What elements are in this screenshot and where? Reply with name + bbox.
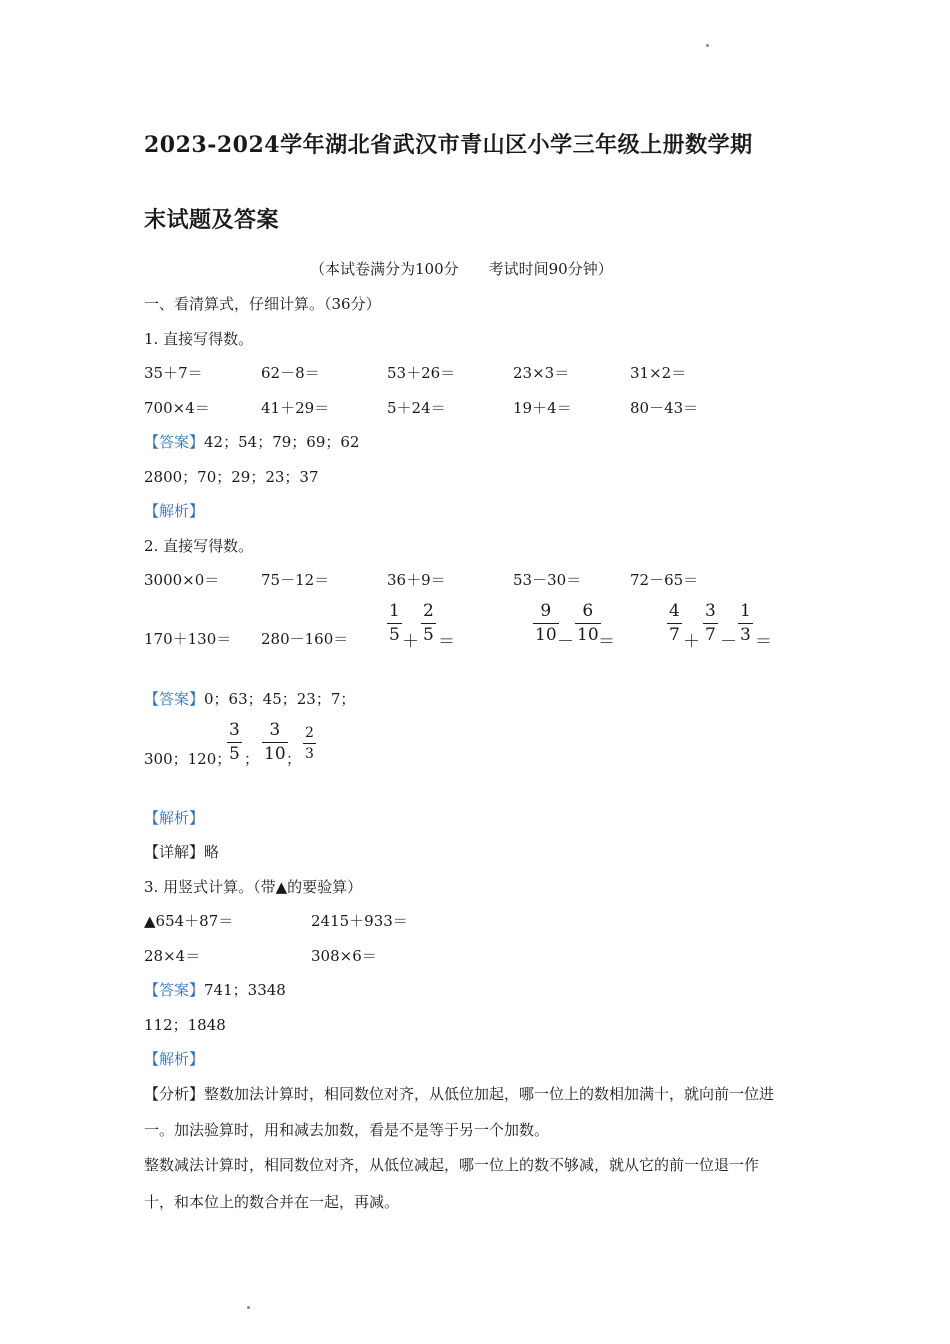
detail-text: 略 xyxy=(204,843,220,861)
operator: ＋ xyxy=(402,632,419,652)
q2-answer-line-1 xyxy=(144,688,355,709)
q2-item: 3000×0＝ xyxy=(144,571,220,589)
q1-answer-values: 42；54；79；69；62 xyxy=(204,433,360,451)
q1-title: 1. 直接写得数。 xyxy=(144,330,254,348)
q3-item: 308×6＝ xyxy=(311,947,377,965)
section-1-heading: 一、看清算式，仔细计算。（36分） xyxy=(144,295,381,313)
q1-item: 5＋24＝ xyxy=(387,399,446,417)
q2-item: 72－65＝ xyxy=(630,571,699,589)
q3-analysis-para1-line2: 一。加法验算时，用和减去加数，看是不是等于另一个加数。 xyxy=(144,1121,550,1139)
q3-analysis-para1-line1 xyxy=(144,1083,774,1104)
q1-answer-line-1 xyxy=(144,431,359,452)
denominator: 10 xyxy=(577,625,599,645)
q1-item: 700×4＝ xyxy=(144,399,210,417)
q3-answer-line-1 xyxy=(144,979,286,1000)
numerator: 4 xyxy=(669,601,680,621)
q3-analysis-tag: 【解析】 xyxy=(144,1050,205,1068)
equals-sign: ＝ xyxy=(755,632,772,652)
fraction xyxy=(575,603,601,644)
q3-answer-line-2: 112；1848 xyxy=(144,1016,226,1034)
header-dot xyxy=(706,44,709,47)
answer-fraction xyxy=(227,722,242,763)
q3-analysis-para2-line1: 整数减法计算时，相同数位对齐，从低位减起，哪一位上的数不够减，就从它的前一位退一作 xyxy=(144,1156,760,1174)
q1-item: 41＋29＝ xyxy=(261,399,330,417)
answer-tag: 【答案】 xyxy=(144,433,205,451)
analysis-text: 整数加法计算时，相同数位对齐，从低位加起，哪一位上的数相加满十，就向前一位进 xyxy=(204,1085,775,1103)
denominator: 10 xyxy=(535,625,557,645)
numerator: 3 xyxy=(269,720,281,740)
denominator: 5 xyxy=(229,744,240,764)
q3-item: 2415＋933＝ xyxy=(311,912,408,930)
denominator: 5 xyxy=(389,625,400,645)
q1-item: 31×2＝ xyxy=(630,364,687,382)
q1-item: 23×3＝ xyxy=(513,364,570,382)
q2-analysis-tag: 【解析】 xyxy=(144,809,205,827)
numerator: 3 xyxy=(229,720,240,740)
fraction xyxy=(421,603,436,644)
q3-title: 3. 用竖式计算。（带▲的要验算） xyxy=(144,878,363,896)
answer-tag: 【答案】 xyxy=(144,690,205,708)
fraction xyxy=(667,603,682,644)
footer-dot xyxy=(247,1306,250,1309)
q2-item: 53－30＝ xyxy=(513,571,582,589)
q2-item: 280－160＝ xyxy=(261,630,349,648)
operator: ＋ xyxy=(683,632,700,652)
q2-item: 75－12＝ xyxy=(261,571,330,589)
numerator: 1 xyxy=(389,601,400,621)
operator: － xyxy=(720,632,737,652)
denominator: 10 xyxy=(264,744,286,764)
denominator: 3 xyxy=(303,743,316,761)
q1-answer-line-2: 2800；70；29；23；37 xyxy=(144,468,319,486)
denominator: 7 xyxy=(669,625,680,645)
numerator: 3 xyxy=(705,601,716,621)
title-line-1: 2023-2024学年湖北省武汉市青山区小学三年级上册数学期 xyxy=(144,132,753,158)
answer-tag: 【答案】 xyxy=(144,981,205,999)
denominator: 5 xyxy=(423,625,434,645)
fraction xyxy=(533,603,559,644)
q2-item: 170＋130＝ xyxy=(144,630,232,648)
numerator: 2 xyxy=(423,601,434,621)
q1-item: 19＋4＝ xyxy=(513,399,572,417)
exam-info: （本试卷满分为100分 考试时间90分钟） xyxy=(310,260,613,278)
answer-fraction xyxy=(262,722,288,763)
q3-item: ▲654＋87＝ xyxy=(144,912,234,930)
fraction xyxy=(738,603,753,644)
q2-detail xyxy=(144,841,219,862)
equals-sign: ＝ xyxy=(598,632,615,652)
fraction xyxy=(703,603,718,644)
numerator: 2 xyxy=(305,725,314,741)
q3-item: 28×4＝ xyxy=(144,947,201,965)
q3-analysis-para2-line2: 十，和本位上的数合并在一起，再减。 xyxy=(144,1193,400,1211)
separator: ； xyxy=(244,750,260,768)
q1-item: 80－43＝ xyxy=(630,399,699,417)
operator: － xyxy=(557,632,574,652)
q3-answer-values: 741；3348 xyxy=(204,981,286,999)
q1-item: 53＋26＝ xyxy=(387,364,456,382)
answer-fraction xyxy=(303,726,316,761)
q1-item: 35＋7＝ xyxy=(144,364,203,382)
numerator: 6 xyxy=(582,601,594,621)
q1-analysis-tag: 【解析】 xyxy=(144,502,205,520)
q1-item: 62－8＝ xyxy=(261,364,320,382)
q2-item: 36＋9＝ xyxy=(387,571,446,589)
numerator: 1 xyxy=(740,601,751,621)
denominator: 7 xyxy=(705,625,716,645)
equals-sign: ＝ xyxy=(438,632,455,652)
q2-title: 2. 直接写得数。 xyxy=(144,537,254,555)
separator: ； xyxy=(286,750,302,768)
numerator: 9 xyxy=(540,601,552,621)
fraction xyxy=(387,603,402,644)
detail-tag: 【详解】 xyxy=(144,843,205,861)
title-line-2: 末试题及答案 xyxy=(144,207,280,233)
analysis-head: 【分析】 xyxy=(144,1085,205,1103)
q2-answer-prefix: 300；120； xyxy=(144,750,232,768)
q2-answer-values: 0；63；45；23；7； xyxy=(204,690,356,708)
denominator: 3 xyxy=(740,625,751,645)
